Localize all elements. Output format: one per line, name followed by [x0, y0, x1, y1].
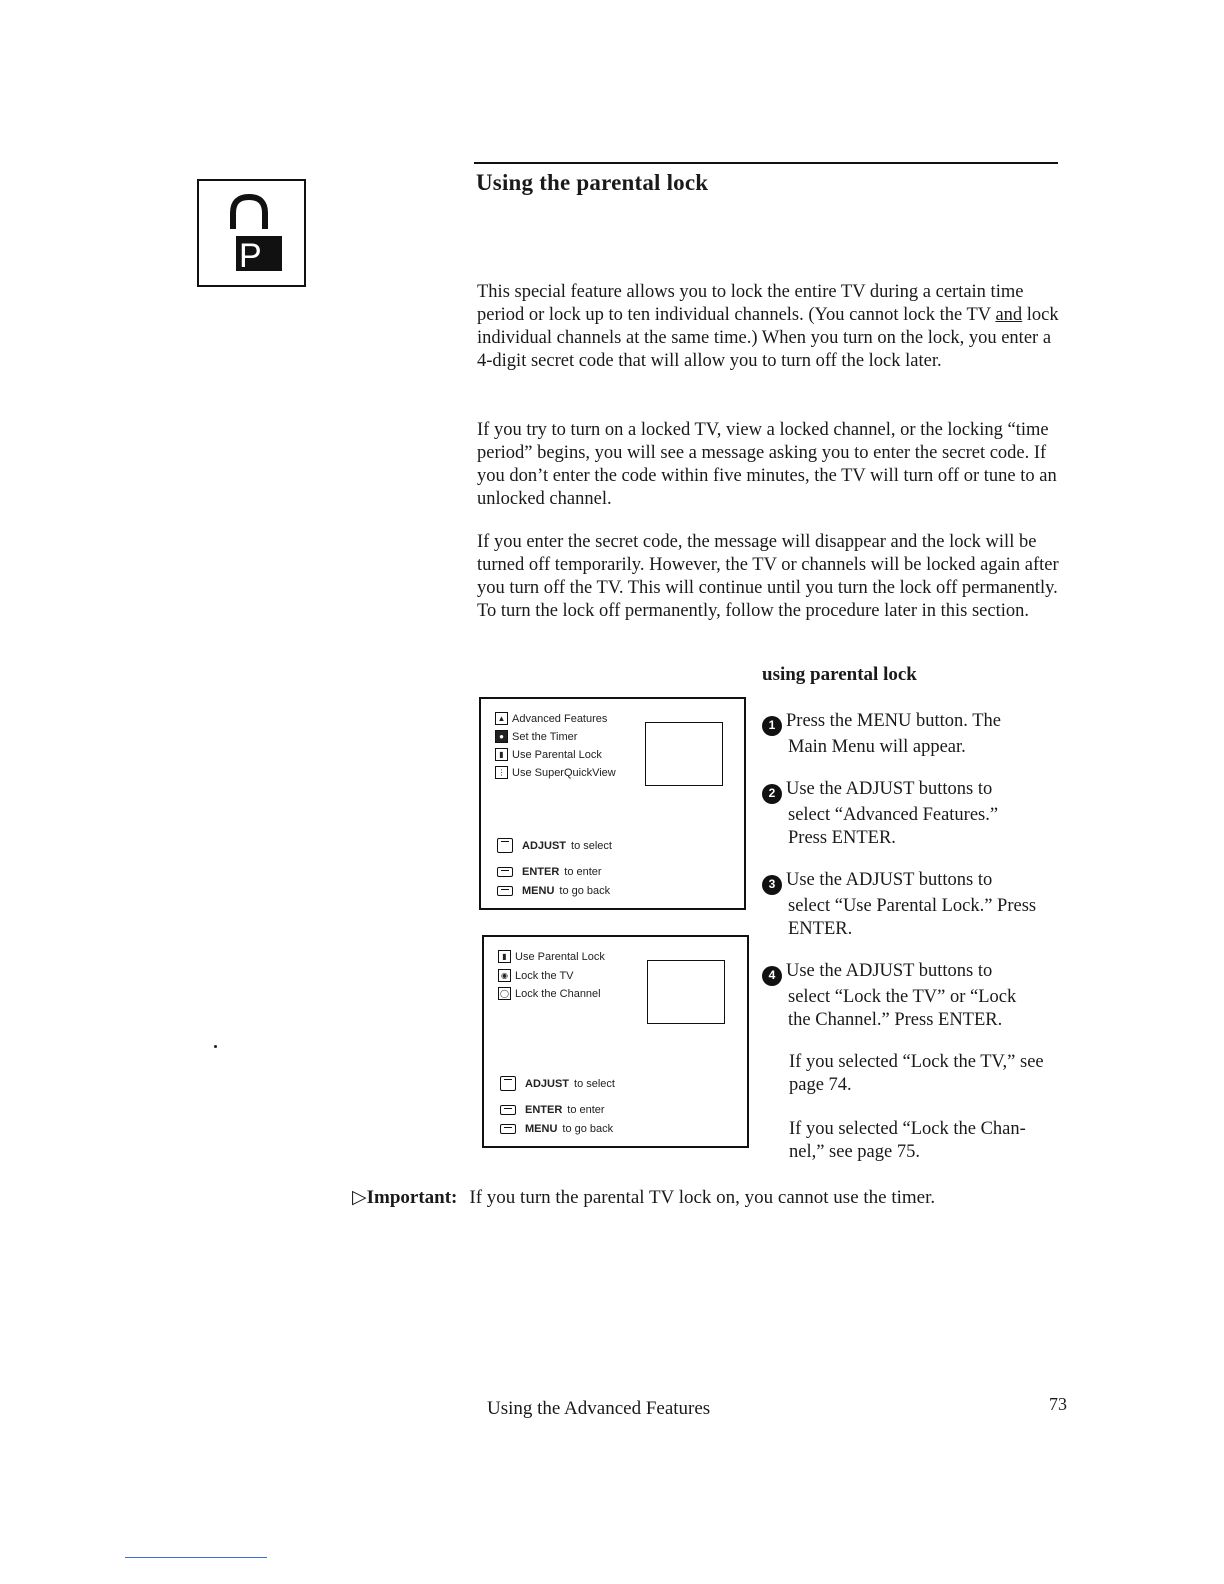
adjust-hint: ADJUST to select [497, 838, 612, 853]
menu-item-use-parental-lock: ▮ Use Parental Lock [498, 950, 605, 963]
menu-item-set-timer: ● Set the Timer [495, 730, 577, 743]
channel-lock-icon: ◯ [498, 987, 511, 1000]
enter-hint: ENTER to enter [497, 866, 602, 878]
padlock-p-icon [197, 179, 306, 287]
menu-item-parental-lock: ▮ Use Parental Lock [495, 748, 602, 761]
menu-item-advanced-features: ▲ Advanced Features [495, 712, 607, 725]
footer-section-title: Using the Advanced Features [487, 1398, 711, 1419]
menu-item-lock-tv: ◉ Lock the TV [498, 969, 574, 982]
enter-key-icon [497, 867, 513, 877]
intro-paragraph-2: If you try to turn on a locked TV, view a locked channel, or the locking “time period” begins, you will see a message asking you to enter the secret code. If you don’t enter the code within five minutes, the TV will turn off or tune to an unlocked channel. [477, 420, 1057, 509]
menu-screen-parental-lock [482, 935, 749, 1148]
enter-hint: ENTER to enter [500, 1104, 605, 1116]
intro-paragraph-3: If you enter the secret code, the message will disappear and the lock will be turned off temporarily. However, the TV or channels will be locked again after you turn off the TV. This will continue until you turn the lock off permanently. To turn the lock off permanently, follow the procedure later in this section. [477, 532, 1059, 621]
adjust-hint: ADJUST to select [500, 1076, 615, 1091]
header-rule [474, 162, 1058, 164]
icon-letter: P [239, 237, 262, 275]
menu-key-icon [500, 1124, 516, 1134]
adjust-key-icon [500, 1076, 516, 1091]
step-3: 3 Use the ADJUST buttons to select “Use Parental Lock.” Press ENTER. [762, 869, 1037, 941]
menu-screen-advanced-features [479, 697, 746, 910]
menu-hint: MENU to go back [500, 1123, 613, 1135]
step-number-4: 4 [762, 966, 782, 986]
step-number-1: 1 [762, 716, 782, 736]
step-4: 4 Use the ADJUST buttons to select “Lock the TV” or “Lock the Channel.” Press ENTER. [762, 960, 1037, 1032]
procedure-heading: using parental lock [762, 664, 917, 685]
clock-icon: ● [495, 730, 508, 743]
stray-mark [214, 1045, 217, 1048]
step-1: 1 Press the MENU button. The Main Menu will appear. [762, 710, 1037, 759]
menu-item-superquickview: ⋮ Use SuperQuickView [495, 766, 616, 779]
menu-key-icon [497, 886, 513, 896]
important-note: ▷Important: If you turn the parental TV lock on, you cannot use the timer. [352, 1187, 936, 1208]
step-number-3: 3 [762, 875, 782, 895]
advanced-features-icon: ▲ [495, 712, 508, 725]
adjust-key-icon [497, 838, 513, 853]
quickview-icon: ⋮ [495, 766, 508, 779]
menu-item-lock-channel: ◯ Lock the Channel [498, 987, 601, 1000]
preview-window [647, 960, 725, 1024]
step-number-2: 2 [762, 784, 782, 804]
intro-paragraph-1: This special feature allows you to lock the entire TV during a certain time period or lock up to ten individual channels. (You cannot lock the TV and lock individual channels at the same time.) When you turn on the lock, you enter a 4-digit secret code that will allow you to turn off the lock later. [477, 282, 1059, 371]
bottom-rule [125, 1557, 267, 1558]
note-lock-channel: If you selected “Lock the Chan-nel,” see page 75. [789, 1119, 1026, 1162]
enter-key-icon [500, 1105, 516, 1115]
menu-hint: MENU to go back [497, 885, 610, 897]
lock-icon: ▮ [495, 748, 508, 761]
tv-lock-icon: ◉ [498, 969, 511, 982]
step-2: 2 Use the ADJUST buttons to select “Advanced Features.” Press ENTER. [762, 778, 1037, 850]
preview-window [645, 722, 723, 786]
note-lock-tv: If you selected “Lock the TV,” see page 74. [789, 1052, 1044, 1095]
page-number: 73 [1049, 1394, 1067, 1414]
lock-icon: ▮ [498, 950, 511, 963]
page-title: Using the parental lock [476, 170, 709, 195]
